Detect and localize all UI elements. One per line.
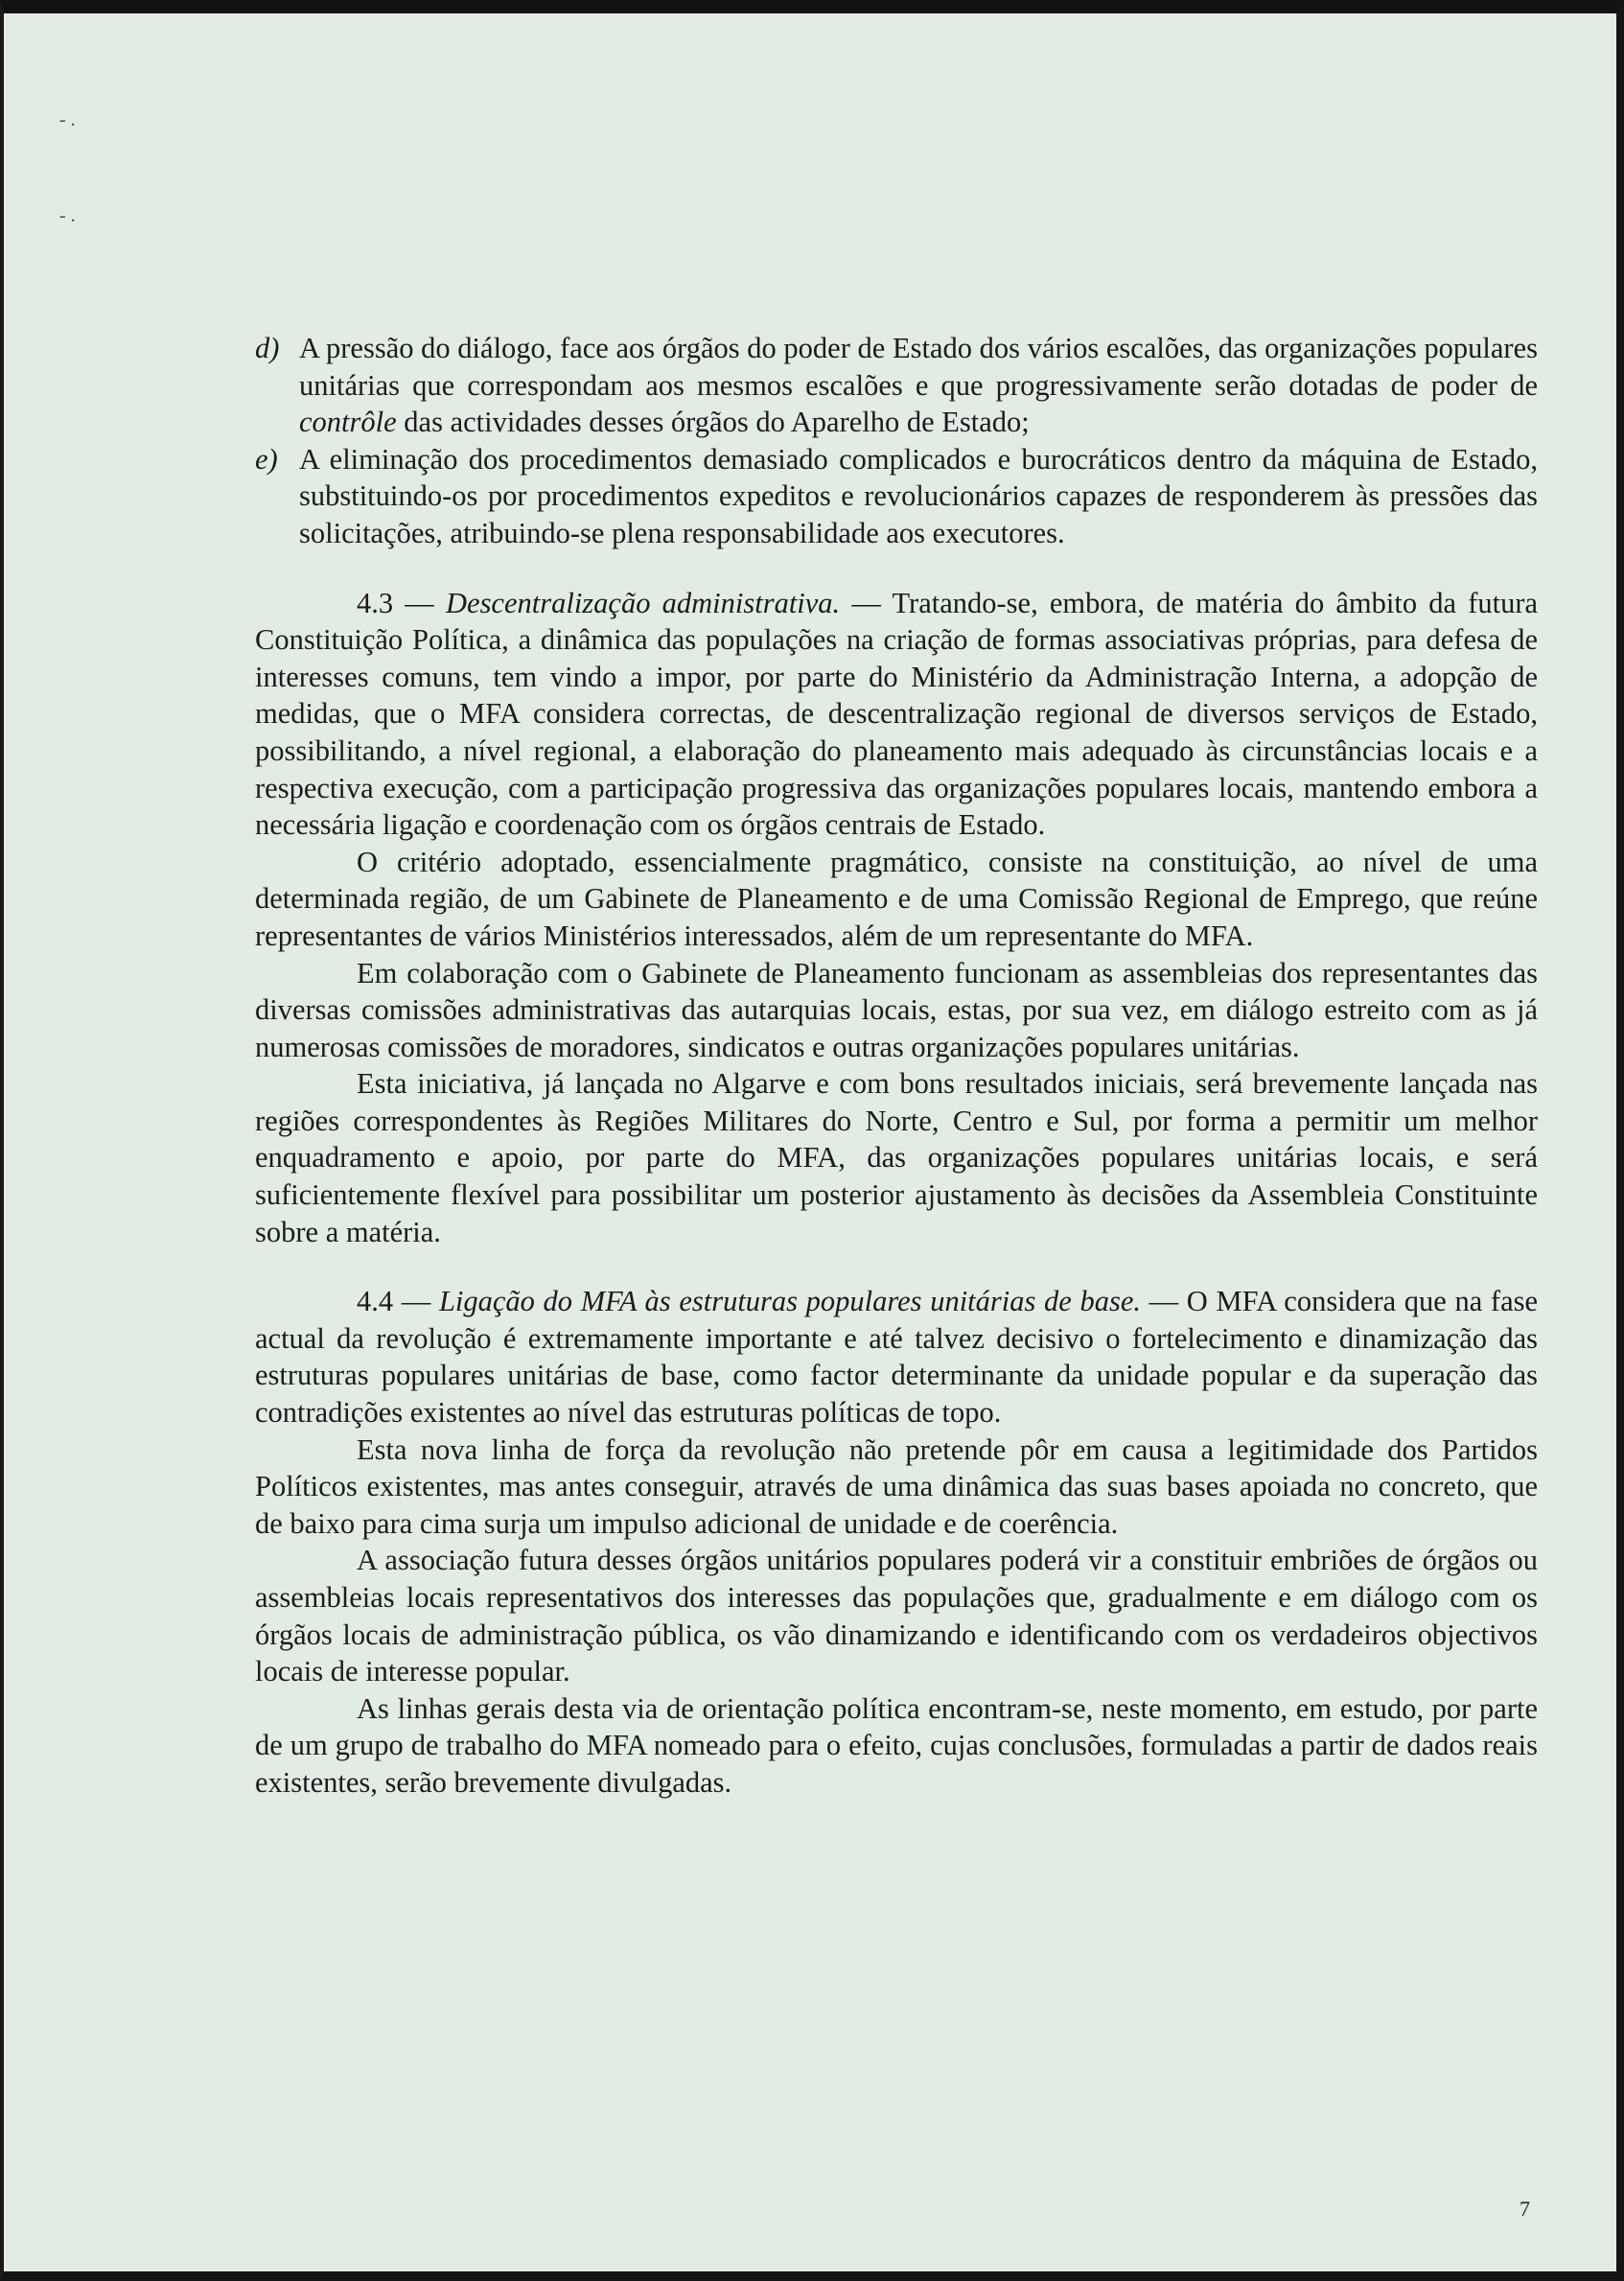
- section-title: Descentralização administrativa.: [446, 586, 841, 619]
- paragraph: As linhas gerais desta via de orientação política encontram-se, neste momento, em estudo, por parte de um grupo de trabalho do MFA nomeado para o efeito, cujas conclusões, formuladas a partir de dados reais existentes, serão brevemente divulgadas.: [255, 1691, 1538, 1799]
- section-number: 4.4 —: [357, 1285, 431, 1318]
- list-item-text-end: das actividades desses órgãos do Aparelho de Estado;: [396, 406, 1030, 439]
- paragraph: Esta nova linha de força da revolução não pretende pôr em causa a legitimidade dos Partidos Políticos existentes, mas antes conseguir, através de uma dinâmica das suas bases apoiada no concreto, que de baixo para cima surja um impulso adicional de unidade e de coerência.: [255, 1432, 1538, 1540]
- section-lead-text: — O MFA considera que na fase actual da revolução é extremamente importante e até talvez decisivo o fortelecimento e dinamização das estruturas populares unitárias de base, como factor determinante da unidade popular e da superação das contradições existentes ao nível das estruturas políticas de topo.: [255, 1285, 1539, 1430]
- paragraph: Em colaboração com o Gabinete de Planeamento funcionam as assembleias dos representantes das diversas comissões administrativas das autarquias locais, estas, por sua vez, em diálogo estreito com as já numerosas comissões de moradores, sindicatos e outras organizações populares unitárias.: [255, 956, 1538, 1063]
- section-4-3-lead: [255, 585, 1538, 844]
- section-title: Ligação do MFA às estruturas populares unitárias de base.: [438, 1285, 1141, 1318]
- section-4-4-lead: [255, 1283, 1538, 1431]
- paragraph: A associação futura desses órgãos unitários populares poderá vir a constituir embriões de órgãos ou assembleias locais representativos dos interesses das populações que, gradualmente e em diálogo com os órgãos locais de administração pública, os vão dinamizando e identificando com os verdadeiros objectivos locais de interesse popular.: [255, 1544, 1538, 1688]
- paragraph: O critério adoptado, essencialmente pragmático, consiste na constituição, ao nível de uma determinada região, de um Gabinete de Planeamento e de uma Comissão Regional de Emprego, que reúne representantes de vários Ministérios interessados, além de um representante do MFA.: [255, 845, 1538, 952]
- section-lead-text: — Tratando-se, embora, de matéria do âmbito da futura Constituição Política, a dinâmica das populações na criação de formas associativas próprias, para defesa de interesses comuns, tem vindo a impor, por parte do Ministério da Administração Interna, a adopção de medidas, que o MFA considera correctas, de descentralização regional de diversos serviços de Estado, possibilitando, a nível regional, a elaboração do planeamento mais adequado às circunstâncias locais e a respectiva execução, com a participação progressiva das organizações populares locais, mantendo embora a necessária ligação e coordenação com os órgãos centrais de Estado.: [255, 586, 1539, 842]
- margin-speck: - .: [59, 109, 76, 130]
- list-marker: d): [255, 332, 280, 364]
- list-item-text: A eliminação dos procedimentos demasiado complicados e burocráticos dentro da máquina de Estado, substituindo-os por procedimentos expeditos e revolucionários capazes de responderem às pressões das solicitações, atribuindo-se plena responsabilidade aos executores.: [299, 442, 1538, 549]
- body-text: [255, 330, 1538, 1802]
- emphasis-word: contrôle: [299, 406, 397, 439]
- list-marker: e): [255, 442, 278, 476]
- list-item-text: A pressão do diálogo, face aos órgãos do poder de Estado dos vários escalões, das organizações populares unitárias que correspondam aos mesmos escalões e que progressivamente serão dotadas de poder de: [299, 332, 1538, 402]
- paragraph: Esta iniciativa, já lançada no Algarve e com bons resultados iniciais, será brevemente lançada nas regiões correspondentes às Regiões Militares do Norte, Centro e Sul, por forma a permitir um melhor enquadramento e apoio, por parte do MFA, das organizações populares unitárias locais, e será suficientemente flexível para possibilitar um posterior ajustamento às decisões da Assembleia Constituinte sobre a matéria.: [255, 1067, 1538, 1248]
- section-number: 4.3 —: [357, 586, 434, 619]
- page-number: 7: [1520, 2197, 1530, 2221]
- list-item-d: [255, 330, 1538, 441]
- list-item-e: [255, 441, 1538, 552]
- margin-speck: - .: [59, 205, 76, 226]
